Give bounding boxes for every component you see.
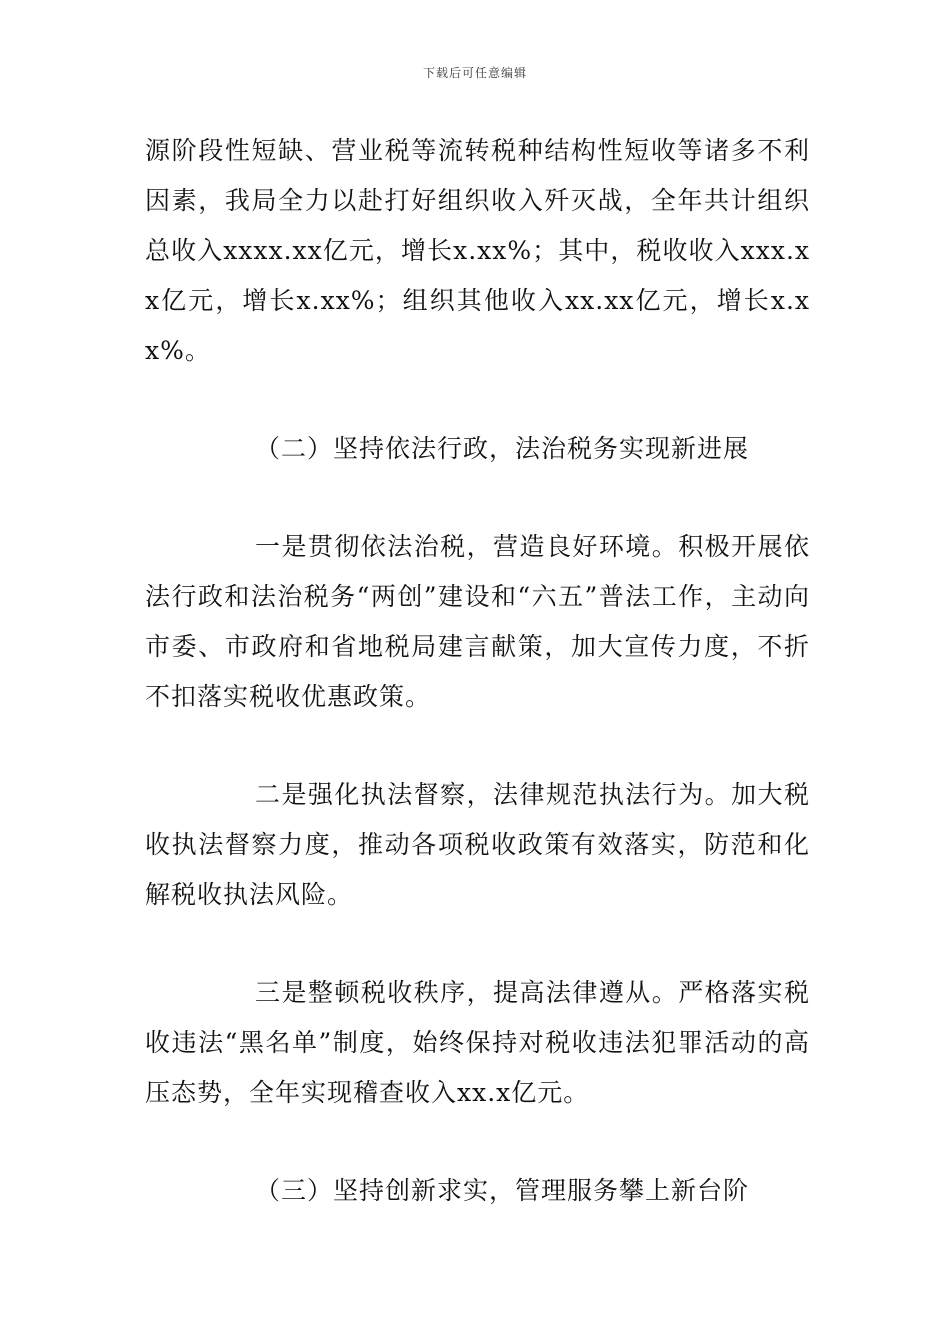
document-body (145, 126, 810, 1216)
spacer (145, 474, 810, 522)
paragraph-enforcement: 二是强化执法督察，法律规范执法行为。加大税收执法督察力度，推动各项税收政策有效落实，防范和化解税收执法风险。 (145, 780, 810, 909)
section-heading-3: （三）坚持创新求实，管理服务攀上新台阶 (255, 1176, 750, 1205)
section-heading-2: （二）坚持依法行政，法治税务实现新进展 (255, 434, 750, 463)
paragraph-revenue: 源阶段性短缺、营业税等流转税种结构性短收等诸多不利因素，我局全力以赴打好组织收入歼灭战，全年共计组织总收入xxxx.xx亿元，增长x.xx%；其中，税收收入xxx.xx亿元，增长x.xx%；组织其他收入xx.xx亿元，增长x.xx%。 (145, 136, 810, 365)
paragraph-tax-order: 三是整顿税收秩序，提高法律遵从。严格落实税收违法“黑名单”制度，始终保持对税收违法犯罪活动的高压态势，全年实现稽查收入xx.x亿元。 (145, 978, 810, 1107)
spacer (145, 1118, 810, 1166)
spacer (145, 376, 810, 424)
page-header: 下载后可任意编辑 (422, 66, 527, 80)
paragraph-rule-of-law: 一是贯彻依法治税，营造良好环境。积极开展依法行政和法治税务“两创”建设和“六五”普法工作，主动向市委、市政府和省地税局建言献策，加大宣传力度，不折不扣落实税收优惠政策。 (145, 532, 810, 711)
spacer (145, 920, 810, 968)
spacer (145, 722, 810, 770)
